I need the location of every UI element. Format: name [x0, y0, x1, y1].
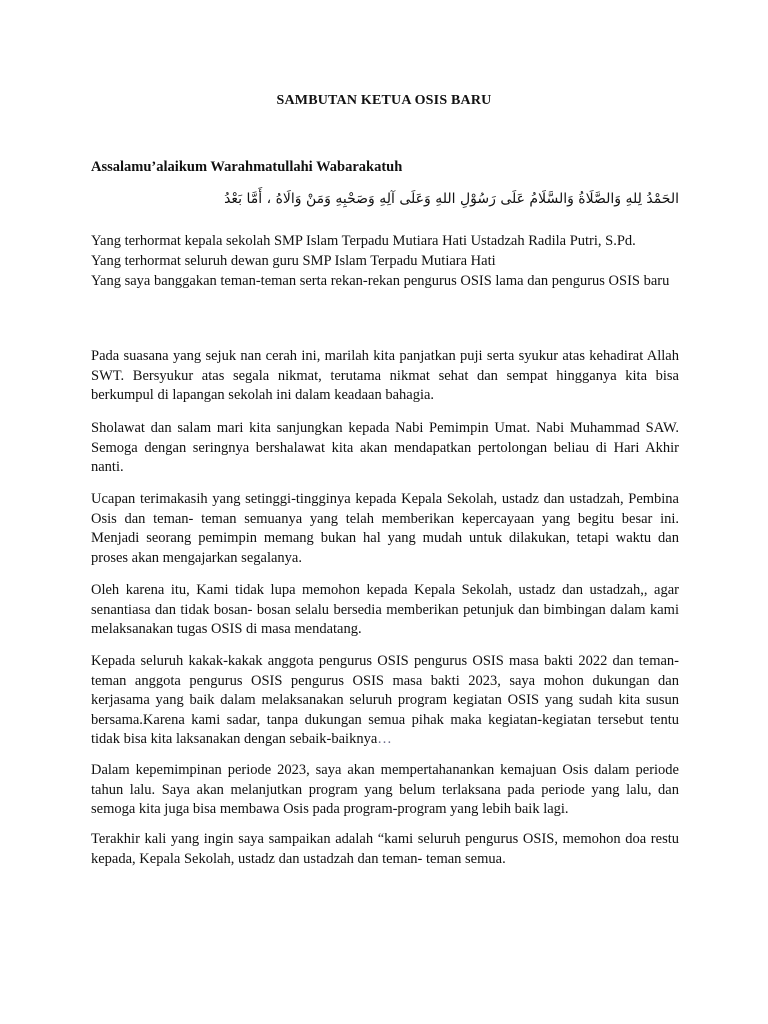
- address-line-3: Yang saya banggakan teman-teman serta rekan-rekan pengurus OSIS lama dan pengurus OSIS baru: [91, 273, 670, 289]
- paragraph-4: Oleh karena itu, Kami tidak lupa memohon kepada Kepala Sekolah, ustadz dan ustadzah,, agar senantiasa dan tidak bosan- bosan selalu bersedia memberikan petunjuk dan bimbingan dalam kami melaksanakan tugas OSIS di masa mendatang.: [91, 582, 679, 637]
- greeting: Assalamu’alaikum Warahmatullahi Wabarakatuh: [91, 159, 403, 175]
- paragraph-1: Pada suasana yang sejuk nan cerah ini, marilah kita panjatkan puji serta syukur atas kehadirat Allah SWT. Bersyukur atas segala nikmat, terutama nikmat sehat dan sempat hingganya kita bisa berkumpul di lapangan sekolah ini dalam keadaan bahagia.: [91, 348, 679, 403]
- paragraph-3: Ucapan terimakasih yang setinggi-tingginya kepada Kepala Sekolah, ustadz dan ustadzah, Pembina Osis dan teman- teman semuanya yang telah memberikan kepercayaan yang begitu besar ini. Menjadi seorang pemimpin memang bukan hal yang mudah untuk dilakukan, tetapi waktu dan proses akan mengajarkan segalanya.: [91, 491, 679, 566]
- paragraph-5-text: Kepada seluruh kakak-kakak anggota pengurus OSIS pengurus OSIS masa bakti 2022 dan teman- teman anggota pengurus OSIS pengurus OSIS masa bakti 2023, saya mohon dukungan dan kerjasama yang baik dalam melaksanakan seluruh program kegiatan OSIS yang sudah kita susun bersama.Karena kami sadar, tanpa dukungan semua pihak maka kegiatan-kegiatan tersebut tentu tidak bisa kita laksanakan dengan sebaik-baiknya: [91, 653, 679, 747]
- address-line-1: Yang terhormat kepala sekolah SMP Islam Terpadu Mutiara Hati Ustadzah Radila Putri, S.Pd.: [91, 233, 636, 249]
- paragraph-5: [91, 652, 679, 750]
- address-line-2: Yang terhormat seluruh dewan guru SMP Islam Terpadu Mutiara Hati: [91, 253, 496, 269]
- paragraph-6: Dalam kepemimpinan periode 2023, saya akan mempertahanankan kemajuan Osis dalam periode tahun lalu. Saya akan melanjutkan program yang belum terlaksana pada periode yang lalu, dan semoga kita juga bisa membawa Osis pada program-program yang lebih baik lagi.: [91, 762, 679, 817]
- paragraph-7: Terakhir kali yang ingin saya sampaikan adalah “kami seluruh pengurus OSIS, memohon doa restu kepada, Kepala Sekolah, ustadz dan ustadzah dan teman- teman semua.: [91, 831, 679, 867]
- ellipsis: …: [377, 731, 392, 747]
- paragraph-2: Sholawat dan salam mari kita sanjungkan kepada Nabi Pemimpin Umat. Nabi Muhammad SAW. Semoga dengan seringnya bershalawat kita akan mendapatkan pertolongan beliau di Hari Akhir nanti.: [91, 420, 679, 475]
- arabic-opening: الحَمْدُ لِلهِ وَالصَّلَاةُ وَالسَّلَامُ عَلَى رَسُوْلِ اللهِ وَعَلَى آلِهِ وَصَحْبِهِ وَمَنْ وَالَاهُ ، أَمَّا بَعْدُ: [224, 191, 679, 207]
- document-title: SAMBUTAN KETUA OSIS BARU: [276, 93, 492, 108]
